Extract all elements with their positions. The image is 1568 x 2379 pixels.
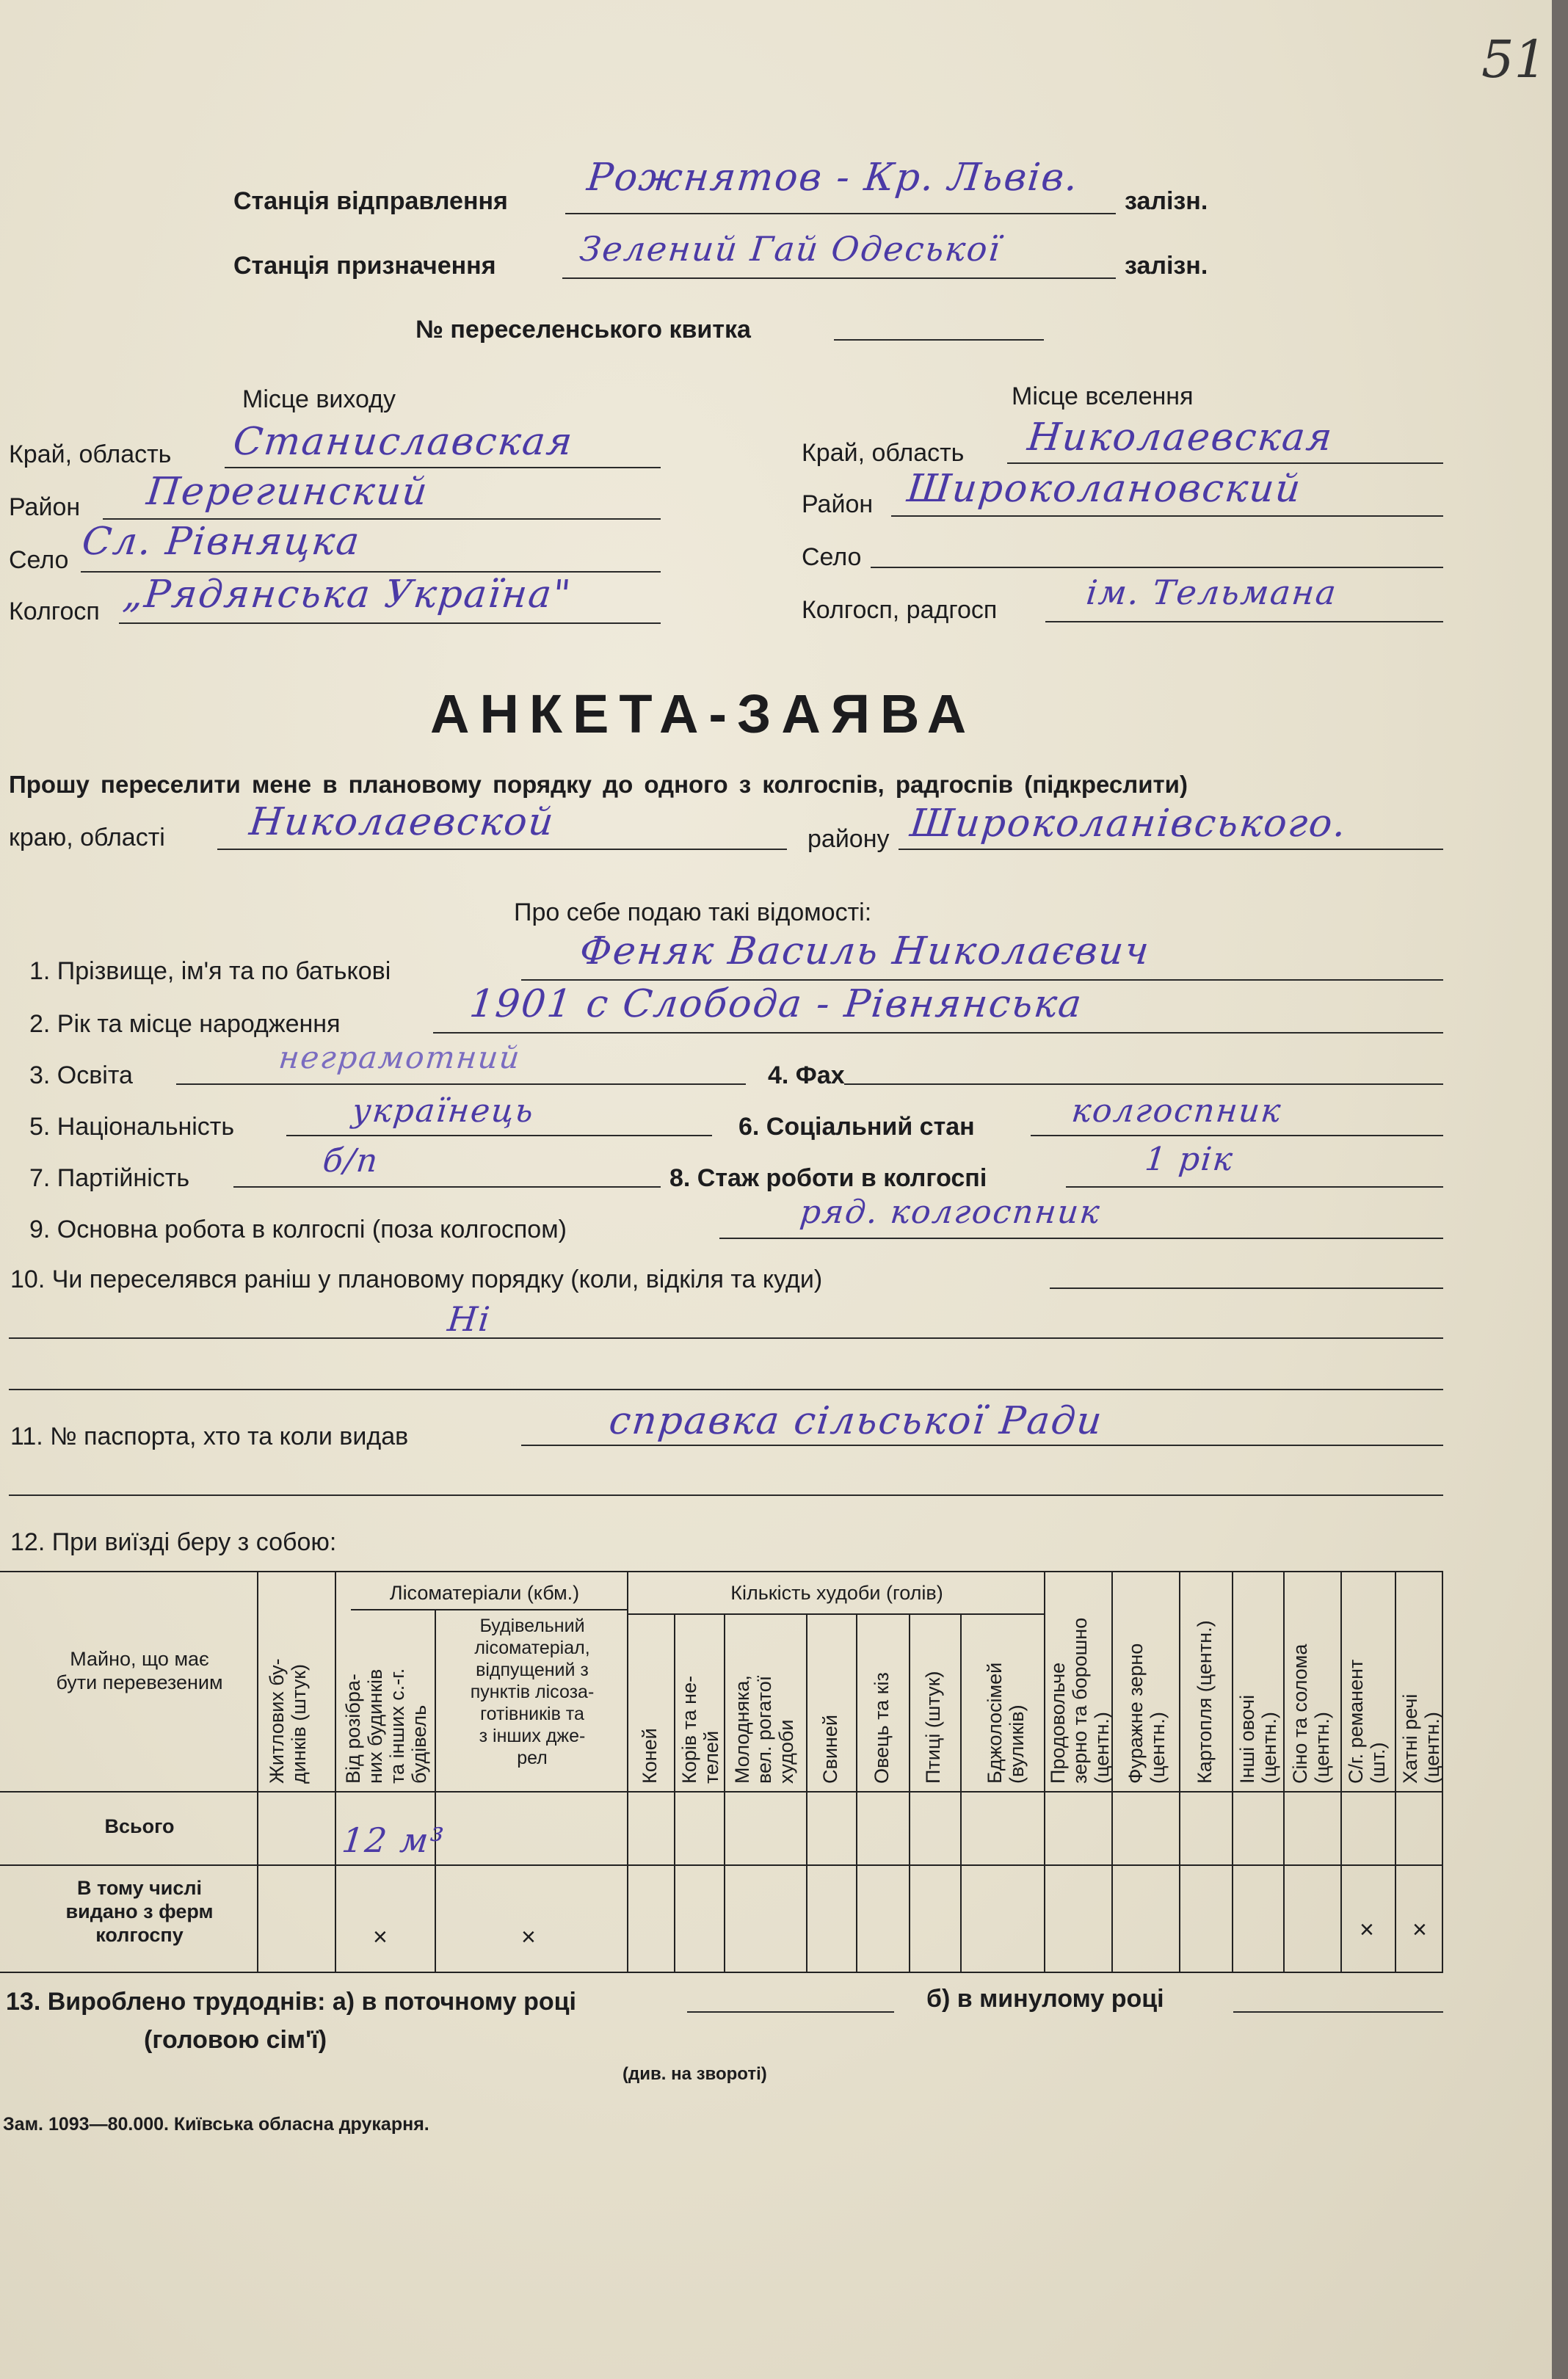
printer-note: Зам. 1093—80.000. Київська обласна друкарня. — [3, 2114, 429, 2135]
arrival-label: Станція призначення — [233, 252, 496, 280]
destination-kolkhoz-value: ім. Тельмана — [1084, 573, 1340, 612]
field-3-value: неграмотний — [277, 1039, 523, 1075]
field-1-label: 1. Прізвище, ім'я та по батькові — [29, 957, 391, 985]
col-pigs-header: Свиней — [819, 1715, 841, 1784]
row-from-farms-label: В тому числі видано з ферм колгоспу — [65, 1877, 214, 1946]
destination-region-label: Край, область — [802, 439, 965, 467]
col-poultry-header: Птиці (штук) — [922, 1671, 944, 1784]
col-tools-header: С/г. реманент (шт.) — [1345, 1659, 1389, 1784]
request-district-label: району — [807, 825, 890, 853]
field-4-line — [844, 1083, 1443, 1085]
origin-region-label: Край, область — [9, 440, 172, 468]
col-hay-header: Сіно та солома (центн.) — [1289, 1643, 1333, 1784]
form-title: АНКЕТА-ЗАЯВА — [430, 683, 977, 744]
field-2-label: 2. Рік та місце народження — [29, 1010, 341, 1038]
field-3-label: 3. Освіта — [29, 1061, 133, 1089]
col-houses-header: Житлових бу- динків (штук) — [266, 1658, 310, 1784]
page-edge — [1552, 0, 1568, 2379]
field-10-line-3 — [9, 1389, 1443, 1390]
request-region-label: краю, області — [9, 824, 165, 851]
property-table — [0, 1571, 1443, 1973]
col-household-header: Хатні речі (центн.) — [1399, 1693, 1443, 1784]
destination-kolkhoz-label: Колгосп, радгосп — [802, 596, 998, 624]
field-11-value: справка сільської Ради — [606, 1399, 1106, 1443]
row-total-label: Всього — [104, 1815, 175, 1837]
origin-district-label: Район — [9, 493, 81, 521]
origin-region-value: Станиславская — [231, 420, 576, 464]
departure-label: Станція відправлення — [233, 187, 508, 215]
destination-district-line — [891, 515, 1443, 517]
col-potato-header: Картопля (центн.) — [1194, 1620, 1216, 1784]
page-number: 51 — [1481, 29, 1547, 90]
origin-region-line — [225, 467, 661, 468]
request-district-line — [899, 849, 1443, 850]
field-1-line — [521, 979, 1443, 981]
field-5-label: 5. Національність — [29, 1113, 235, 1141]
ticket-line — [834, 339, 1044, 341]
arrival-value: Зелений Гай Одеської — [578, 229, 1003, 269]
col-vegetables-header: Інші овочі (центн.) — [1236, 1694, 1280, 1784]
departure-value: Рожнятов - Кр. Львів. — [584, 156, 1081, 200]
col-cows-header: Корів та не- телей — [678, 1675, 722, 1784]
field-1-value: Феняк Василь Николаєвич — [577, 929, 1153, 973]
col-bees-header: Бджолосімей (вуликів) — [984, 1662, 1028, 1784]
field-9-label: 9. Основна робота в колгоспі (поза колгоспом) — [29, 1216, 567, 1243]
field-10-label: 10. Чи переселявся раніш у плановому порядку (коли, відкіля та куди) — [10, 1265, 823, 1293]
destination-village-line — [871, 567, 1443, 568]
departure-line — [565, 213, 1116, 214]
total-timber-dismantled-value: 12 м³ — [340, 1820, 447, 1860]
col-grain-header: Продовольче зерно та борошно (центн.) — [1047, 1617, 1113, 1784]
arrival-line — [562, 277, 1116, 279]
destination-village-label: Село — [802, 543, 862, 571]
request-region-line — [217, 849, 787, 850]
destination-district-value: Широколановский — [904, 467, 1304, 511]
field-6-label: 6. Соціальний стан — [738, 1113, 975, 1141]
request-district-value: Широколанівського. — [907, 802, 1350, 846]
field-10-line — [1050, 1287, 1443, 1289]
field-5-line — [286, 1135, 712, 1136]
workdays-previous-line — [1233, 2011, 1443, 2013]
col-fodder-header: Фуражне зерно (центн.) — [1125, 1643, 1169, 1784]
request-line: Прошу переселити мене в плановому порядку до одного з колгоспів, радгоспів (підкреслити) — [9, 771, 1188, 798]
field-7-line — [233, 1186, 661, 1188]
mark-tools: × — [1360, 1916, 1374, 1944]
field-12-label: 12. При виїзді беру з собою: — [10, 1528, 337, 1556]
origin-village-label: Село — [9, 546, 69, 574]
workdays-note: (головою сім'ї) — [144, 2026, 327, 2054]
workdays-previous-label: б) в минулому році — [926, 1985, 1164, 2013]
origin-kolkhoz-line — [119, 622, 661, 624]
destination-district-label: Район — [802, 490, 874, 518]
mark-timber-building: × — [521, 1923, 536, 1951]
destination-kolkhoz-line — [1045, 621, 1443, 622]
field-9-line — [719, 1238, 1443, 1239]
field-5-value: українець — [350, 1092, 537, 1130]
col-timber-building-header: Будівельний лісоматеріал, відпущений з пунктів лісоза- готівників та з інших дже- рел — [470, 1616, 595, 1768]
origin-kolkhoz-label: Колгосп — [9, 598, 100, 625]
mark-timber-dismantled: × — [373, 1923, 388, 1951]
origin-district-value: Перегинский — [144, 470, 431, 514]
group-timber-header: Лісоматеріали (кбм.) — [389, 1582, 580, 1604]
departure-rail-suffix: залізн. — [1125, 187, 1208, 215]
field-11-line-2 — [9, 1494, 1443, 1496]
workdays-current-line — [687, 2011, 894, 2013]
col-timber-dismantled-header: Від розібра- них будинків та інших с.-г. будівель — [342, 1668, 430, 1784]
col-property-header: Майно, що має бути перевезеним — [56, 1648, 223, 1693]
request-region-value: Николаевской — [247, 800, 557, 844]
mark-household: × — [1412, 1916, 1427, 1944]
field-11-line — [521, 1445, 1443, 1446]
field-9-value: ряд. колгоспник — [798, 1194, 1103, 1231]
workdays-label: 13. Вироблено трудоднів: а) в поточному році — [6, 1988, 576, 2016]
field-11-label: 11. № паспорта, хто та коли видав — [10, 1423, 409, 1450]
destination-region-line — [1007, 462, 1443, 464]
destination-heading: Місце вселення — [1012, 382, 1194, 410]
field-8-line — [1066, 1186, 1443, 1188]
field-4-label: 4. Фах — [768, 1061, 845, 1089]
col-sheep-header: Овець та кіз — [871, 1672, 893, 1784]
field-8-label: 8. Стаж роботи в колгоспі — [669, 1164, 987, 1192]
origin-kolkhoz-value: „Рядянська Україна" — [120, 573, 574, 617]
col-young-header: Молодняка, вел. рогатої худоби — [731, 1675, 797, 1784]
field-6-value: колгоспник — [1070, 1092, 1284, 1130]
field-3-line — [176, 1083, 746, 1085]
field-6-line — [1031, 1135, 1443, 1136]
ticket-label: № переселенського квитка — [415, 316, 751, 344]
field-7-value: б/п — [321, 1142, 381, 1180]
arrival-rail-suffix: залізн. — [1125, 252, 1208, 280]
field-2-line — [433, 1032, 1443, 1034]
see-back-note: (див. на звороті) — [623, 2064, 767, 2084]
intro-text: Про себе подаю такі відомості: — [514, 898, 872, 926]
field-2-value: 1901 с Слобода - Рівнянська — [467, 982, 1085, 1026]
origin-village-value: Сл. Рівняцка — [79, 520, 363, 564]
field-8-value: 1 рік — [1143, 1141, 1236, 1178]
field-10-line-2 — [9, 1337, 1443, 1339]
group-livestock-header: Кількість худоби (голів) — [730, 1582, 943, 1604]
field-10-value: Ні — [446, 1299, 493, 1339]
field-7-label: 7. Партійність — [29, 1164, 190, 1192]
origin-heading: Місце виходу — [242, 385, 396, 413]
col-horses-header: Коней — [639, 1728, 661, 1784]
destination-region-value: Николаевская — [1025, 415, 1336, 460]
